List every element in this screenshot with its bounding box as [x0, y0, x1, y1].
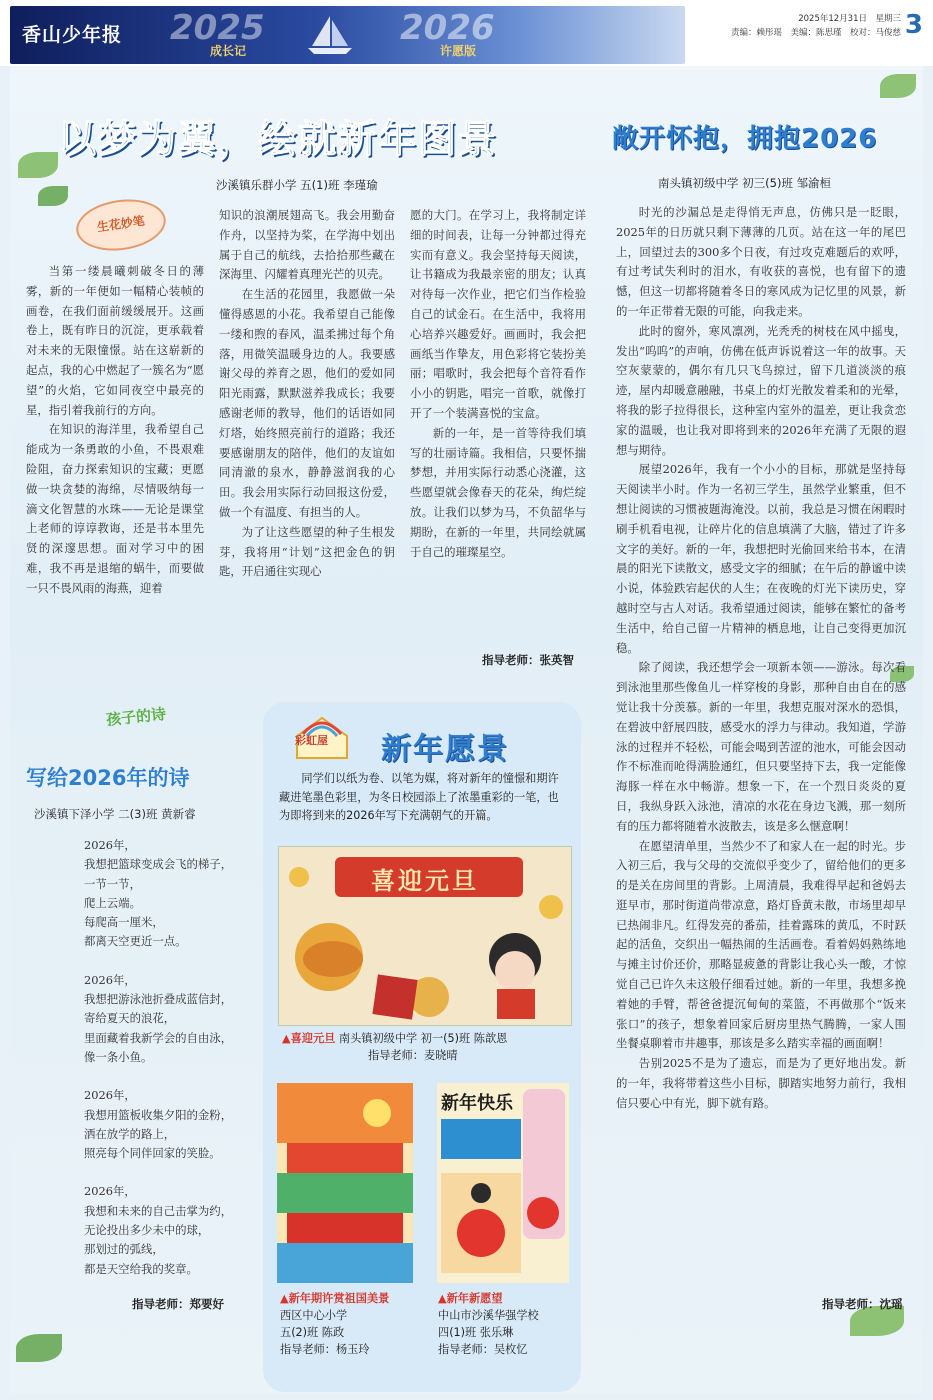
poem-line: 无论投出多少未中的球，: [84, 1223, 210, 1238]
section-caption-left: 成长记: [210, 44, 247, 58]
paragraph: 知识的浪潮展翅高飞。我会用勤奋作舟，以坚持为桨，在学海中划出属于自己的航线，去拾拾那些藏在深海里、闪耀着真理光芒的贝壳。: [219, 208, 395, 282]
sailing-ship-icon: [300, 12, 360, 58]
poem-line: 我想把游泳池折叠成蓝信封，: [84, 992, 233, 1007]
gallery-title: 新年愿景: [381, 732, 509, 767]
article2-byline: 南头镇初级中学 初三(5)班 邹渝桓: [658, 176, 832, 190]
poem-line: 那划过的弧线，: [84, 1242, 164, 1257]
leaf-decoration: [18, 152, 58, 178]
paragraph: 展望2026年，我有一个小小的目标，那就是坚持每天阅读半小时。作为一名初三学生，虽然学业繁重，但不想让阅读的习惯被题海淹没。以前，我总是习惯在闲暇时刷手机看电视，让碎片化的信息填满了大脑，错过了许多文字的美好。新的一年，我想把时光偷回来给书本，在清晨的阳光下读散文，感受文字的细腻；在午后的静谧中读小说，体验跌宕起伏的人生；在夜晚的灯光下读历史，穿越时空与古人对话。我希望通过阅读，能够在繁忙的备考生活中，给自己留一片精神的栖息地，让自己变得更加沉稳。: [616, 462, 906, 655]
art2-school: 西区中心小学: [280, 1309, 348, 1322]
poem-stanza: [84, 1086, 232, 1163]
art3-school: 中山市沙溪华强学校: [438, 1309, 539, 1322]
article1-column-2: [219, 206, 395, 582]
poem-line: 都是天空给我的奖章。: [84, 1261, 198, 1276]
poem-line: 2026年，: [84, 1184, 136, 1199]
article1-byline: 沙溪镇乐群小学 五(1)班 李瑾瑜: [216, 178, 378, 192]
poem-line: 照亮每个同伴回家的笑脸。: [84, 1146, 221, 1161]
poem-line: 2026年，: [84, 1088, 136, 1103]
poem-line: 里面藏着我新学会的自由泳，: [84, 1030, 233, 1045]
newspaper-logo: 香山少年报: [22, 24, 123, 46]
art3-tag: ▲新年新愿望: [438, 1292, 503, 1305]
poem-line: 洒在放学的路上，: [84, 1126, 176, 1141]
artwork-landscape: [277, 1083, 413, 1283]
paragraph: 此时的窗外，寒风凛冽，光秃秃的树枝在风中摇曳，发出“呜呜”的声响，仿佛在低声诉说着这一年的故事。天空灰蒙蒙的，偶尔有几只飞鸟掠过，留下几道淡淡的痕迹，屋内却暖意融融，书桌上的灯光散发着柔和的光晕，将我的影子拉得很长，这种室内室外的温差，更让我贪恋家的温暖，也让我对即将到来的2026年充满了无限的遐想与期待。: [616, 323, 906, 457]
landscape-illustration: [277, 1083, 413, 1283]
section-caption-right: 许愿版: [440, 44, 477, 58]
poem-line: 一节一节，: [84, 876, 141, 891]
paragraph: 在知识的海洋里，我希望自己能成为一条勇敢的小鱼，不畏艰难险阻，奋力探索知识的宝藏；更愿做一块贪婪的海绵，尽情吸纳每一滴文化智慧的水珠——无论是课堂上老师的谆谆教诲，还是书本里先贤的深邃思想。面对学习中的困难，我不再是退缩的蜗牛，而要做一只不畏风雨的海燕，迎着: [26, 422, 204, 595]
editor-credits: 责编：赖彤瑶 美编：陈思瑾 校对：马俊慈: [730, 28, 901, 38]
poem-body: [84, 836, 232, 1298]
paragraph: 除了阅读，我还想学会一项新本领——游泳。每次看到泳池里那些像鱼儿一样穿梭的身影，那种自由自在的感觉让我十分羡慕。新的一年里，我想克服对深水的恐惧，在碧波中舒展四肢，感受水的浮力与律动。我知道，学游泳的过程并不轻松，可能会喝到苦涩的池水，可能会因动作不标准而呛得满脸通红，但只要坚持下去，我一定能像海豚一样在水中畅游。想象一下，在一个烈日炎炎的夏日，我纵身跃入泳池，清凉的水花在身边飞溅，那一刻所有的压力都将随着水波散去，该是多么惬意啊！: [616, 660, 906, 833]
poem-stanza: [84, 836, 232, 952]
art3-teacher: 指导老师：吴枚忆: [438, 1343, 528, 1356]
artwork-new-year-poster: [278, 846, 572, 1026]
year-right: 2026: [400, 8, 495, 48]
poem-title: 写给2026年的诗: [26, 766, 190, 790]
poem-line: 我想和未来的自己击掌为约，: [84, 1203, 233, 1218]
art1-tag: ▲喜迎元旦: [282, 1032, 336, 1045]
art2-class: 五(2)班 陈政: [280, 1326, 345, 1339]
article2-title: 敞开怀抱，拥抱2026: [612, 124, 878, 154]
paragraph: 告别2025不是为了遗忘，而是为了更好地出发。新的一年，我将带着这些小目标，脚踏实地努力前行，我相信只要心中有光，脚下就有路。: [616, 1056, 906, 1110]
paragraph: 愿的大门。在学习上，我将制定详细的时间表，让每一分钟都过得充实而有意义。我会坚持每天阅读，让书籍成为我最亲密的朋友；认真对待每一次作业，把它们当作检验自己的试金石。在生活中，我将用心培养兴趣爱好。画画时，我会把画纸当作挚友，用色彩将它装扮美丽；唱歌时，我会把每个音符看作小小的钥匙，唱完一首歌，就像打开了一个装满喜悦的宝盒。: [410, 208, 586, 420]
issue-date: 2025年12月31日 星期三: [798, 14, 901, 24]
page-number: 3: [904, 10, 923, 40]
poster-lettering: 喜迎元旦: [371, 866, 479, 895]
paragraph: 为了让这些愿望的种子生根发芽，我将用“计划”这把金色的钥匙，开启通往实现心: [219, 524, 395, 579]
article1-column-3: [410, 206, 586, 562]
poem-byline: 沙溪镇下泽小学 二(3)班 黄新睿: [34, 807, 196, 821]
poem-line: 寄给夏天的浪花，: [84, 1011, 176, 1026]
article2-column: [616, 203, 906, 1114]
paragraph: 在愿望清单里，当然少不了和家人在一起的时光。步入初三后，我与父母的交流似乎变少了，留给他们的更多的是关在房间里的背影。上周清晨，我难得早起和爸妈去逛早市，那时街道尚带凉意，路灯昏黄未散，市场里却早已热闹非凡。红得发亮的番茄，挂着露珠的黄瓜，不时跃起的活鱼，交织出一幅热闹的生活画卷。看着妈妈熟练地与摊主讨价还价，那略显疲惫的背影让我心头一酸，才惊觉自己已许久未这般仔细看过她。新的一年里，我想多挽着她的手臂，帮爸爸提沉甸甸的菜篮，不再做那个“饭来张口”的孩子，想象着回家后厨房里热气腾腾，一家人围坐餐桌聊着市井趣事，那该是多么踏实幸福的画面啊！: [616, 838, 906, 1051]
art2-teacher: 指导老师：杨玉玲: [280, 1343, 370, 1356]
stamp-text: 生花妙笔: [96, 213, 146, 235]
poem-line: 每爬高一厘米，: [84, 915, 164, 930]
paragraph: 在生活的花园里，我愿做一朵懂得感恩的小花。我希望自己能像一缕和煦的春风，温柔拂过每个角落，用微笑温暖身边的人。我要感谢父母的养育之恩，他们的爱如同阳光雨露，默默滋养我成长；我要感谢老师的教导，他们的话语如同灯塔，始终照亮前行的道路；我还要感谢朋友的陪伴，他们的友谊如同清澈的泉水，静静滋润我的心田。我会用实际行动回报这份爱，做一个有温度、有担当的人。: [219, 287, 395, 519]
poem-line: 我想用篮板收集夕阳的金粉，: [84, 1107, 233, 1122]
paragraph: 时光的沙漏总是走得悄无声息，仿佛只是一眨眼，2025年的日历就只剩下薄薄的几页。站在这一年的尾巴上，回望过去的300多个日夜，有过攻克难题后的欢呼，有过考试失利时的泪水，有收获的喜悦，也有留下的遗憾，但这一切都将随着冬日的寒风成为记忆里的风景，新的一年正带着无限的可能，向我走来。: [616, 205, 906, 318]
poem-line: 2026年，: [84, 972, 136, 987]
leaf-decoration: [38, 186, 68, 206]
article1-column-1: [26, 262, 204, 599]
year-left: 2025: [170, 8, 265, 48]
art1-caption: [282, 1030, 582, 1064]
masthead-banner: [10, 6, 685, 64]
art3-caption: [438, 1290, 588, 1358]
poem-line: 像一条小鱼。: [84, 1049, 153, 1064]
poem-stanza: [84, 1182, 232, 1278]
poem-badge: 孩子的诗: [105, 704, 167, 730]
art1-teacher: 指导老师：麦晓晴: [368, 1049, 458, 1062]
poem-stanza: [84, 971, 232, 1067]
article1-teacher: 指导老师：张英智: [482, 653, 574, 667]
art2-tag: ▲新年期许赏祖国美景: [280, 1292, 390, 1305]
paragraph: 当第一缕晨曦刺破冬日的薄雾，新的一年便如一幅精心装帧的画卷，在我们面前缓缓展开。这画卷上，既有昨日的沉淀，更承载着对未来的无限憧憬。站在这崭新的起点，我的心中燃起了一簇名为“愿望”的火焰，它如同夜空中最亮的星，指引着我前行的方向。: [26, 264, 204, 417]
issue-meta: [731, 12, 901, 40]
paragraph: 新的一年，是一首等待我们填写的壮丽诗篇。我相信，只要怀揣梦想，并用实际行动悉心浇灌，这些愿望就会像春天的花朵，绚烂绽放。让我们以梦为马，不负韶华与期盼，在新的一年里，共同绘就属于自己的璀璨星空。: [410, 425, 586, 559]
poem-line: 我想把篮球变成会飞的梯子，: [84, 857, 233, 872]
art1-school: 南头镇初级中学 初一(5)班 陈歆恩: [338, 1032, 508, 1045]
masthead-bar: [0, 0, 933, 66]
poem-teacher: 指导老师：郑要好: [132, 1297, 224, 1311]
wishes-lettering: 新年快乐: [441, 1093, 513, 1114]
gallery-badge: 彩虹屋: [295, 734, 328, 747]
leaf-decoration: [16, 1334, 62, 1362]
art2-caption: [280, 1290, 440, 1358]
poem-line: 都离天空更近一点。: [84, 934, 187, 949]
poem-line: 爬上云端。: [84, 895, 141, 910]
gallery-intro: 同学们以纸为卷、以笔为媒，将对新年的憧憬和期许藏进笔墨色彩里，为冬日校园添上了浓墨重彩的一笔，也为即将到来的2026年写下充满朝气的开篇。: [279, 772, 559, 822]
article2-teacher: 指导老师：沈瑶: [822, 1297, 903, 1311]
art3-class: 四(1)班 张乐琳: [438, 1326, 514, 1339]
leaf-decoration: [880, 74, 916, 98]
poem-line: 2026年，: [84, 838, 136, 852]
artwork-new-year-wishes: [437, 1083, 569, 1283]
article1-title: 以梦为翼，绘就新年图景: [58, 117, 499, 161]
